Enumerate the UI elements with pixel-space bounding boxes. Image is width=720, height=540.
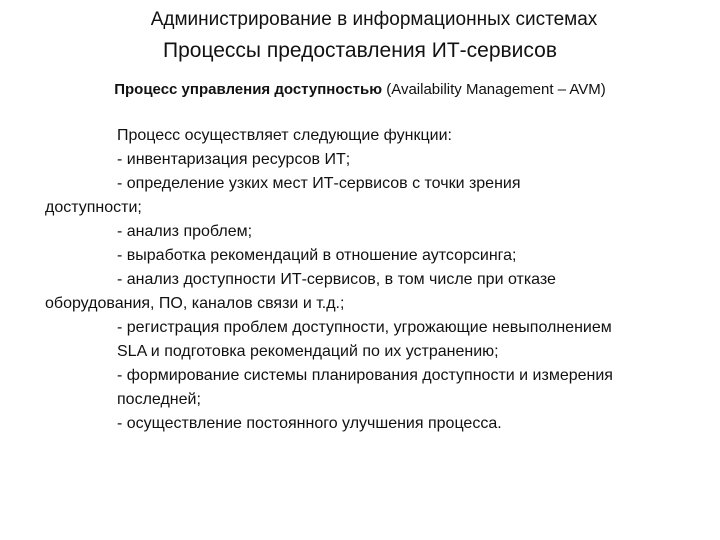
header-title: Администрирование в информационных системах: [150, 9, 598, 30]
body-line: - определение узких мест ИТ-сервисов с точки зрения: [117, 175, 521, 192]
body-line: Процесс осуществляет следующие функции:: [117, 127, 452, 144]
slide-title: Процессы предоставления ИТ-сервисов: [163, 39, 557, 62]
body-text: [45, 124, 685, 436]
body-line: - инвентаризация ресурсов ИТ;: [117, 151, 351, 168]
body-line: - формирование системы планирования доступности и измерения: [117, 367, 613, 384]
subtitle-rest: (Availability Management – AVM): [382, 81, 606, 98]
body-line: - выработка рекомендаций в отношение аутсорсинга;: [117, 247, 517, 264]
body-line: - осуществление постоянного улучшения процесса.: [117, 415, 502, 432]
body-line: оборудования, ПО, каналов связи и т.д.;: [45, 295, 345, 312]
slide-subtitle: [0, 80, 720, 100]
body-line: - анализ проблем;: [117, 223, 253, 240]
subtitle-bold: Процесс управления доступностью: [114, 81, 383, 98]
body-line: - регистрация проблем доступности, угрожающие невыполнением: [117, 319, 612, 336]
body-line: SLA и подготовка рекомендаций по их устранению;: [117, 343, 499, 360]
body-line: - анализ доступности ИТ-сервисов, в том числе при отказе: [117, 271, 556, 288]
body-line: доступности;: [45, 199, 142, 216]
body-line: последней;: [117, 391, 201, 408]
